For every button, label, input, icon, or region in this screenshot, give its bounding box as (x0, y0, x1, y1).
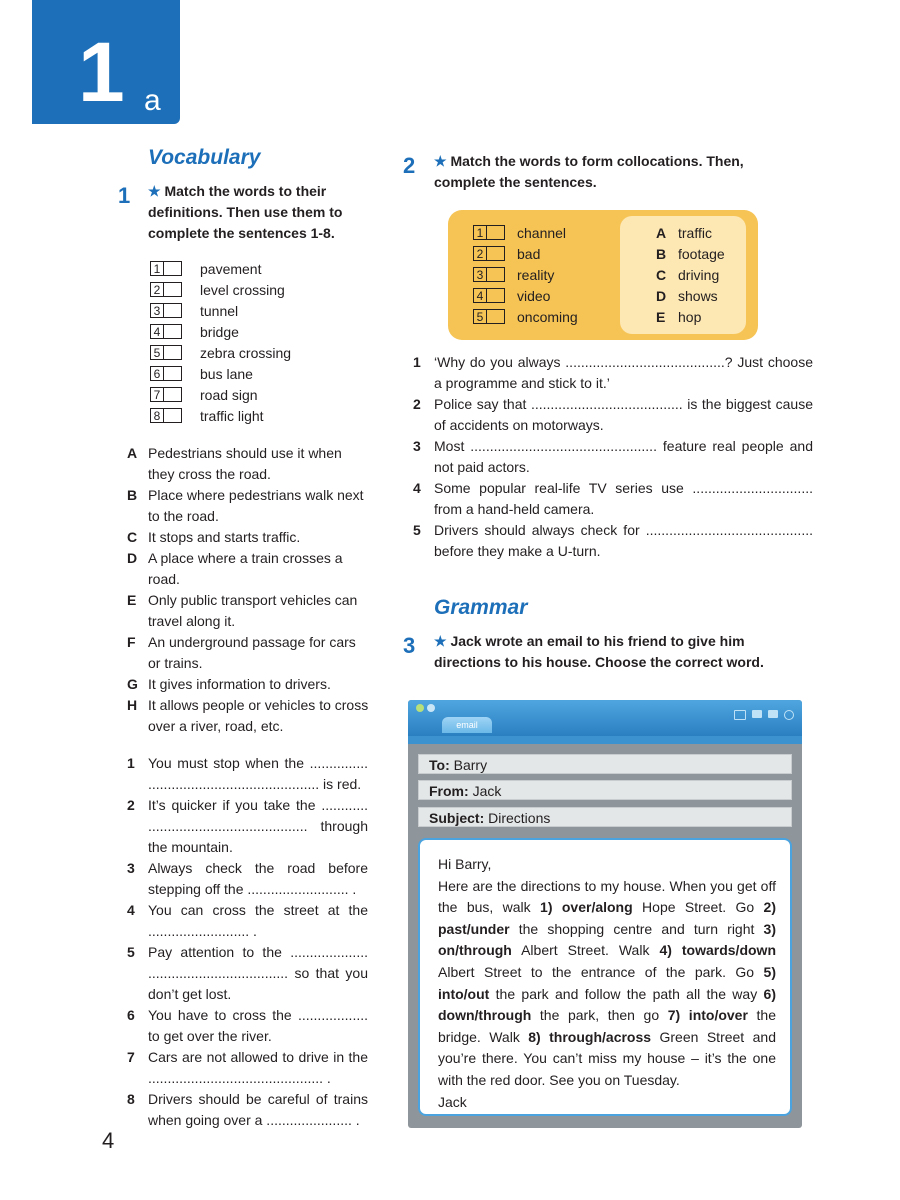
definitions-list (127, 443, 369, 737)
window-dot-icon (427, 704, 435, 712)
vocabulary-word-list (150, 258, 350, 426)
word: road sign (200, 386, 258, 403)
item-word: shows (678, 287, 718, 304)
answer-box[interactable] (487, 225, 505, 240)
word: bus lane (200, 365, 253, 382)
item-letter: D (656, 287, 667, 304)
sentence-text[interactable]: Some popular real-life TV series use ............................... from a hand-held camera. (434, 480, 813, 517)
sentence-number: 1 (413, 354, 421, 370)
from-value: Jack (472, 783, 502, 799)
star-icon: ★ (434, 633, 447, 649)
definition (127, 485, 369, 527)
definition-text: A place where a train crosses a road. (148, 550, 343, 587)
word-row (150, 384, 350, 405)
answer-box[interactable] (164, 303, 182, 318)
sentence-text[interactable]: Drivers should be careful of trains when going over a ...................... . (148, 1091, 368, 1128)
definition-text: Pedestrians should use it when they cross the road. (148, 445, 342, 482)
definition-letter: F (127, 634, 136, 650)
answer-box[interactable] (487, 288, 505, 303)
word-choice[interactable]: 8) through/across (528, 1028, 652, 1045)
word: level crossing (200, 281, 285, 298)
item-number: 4 (473, 288, 487, 303)
sentence (127, 942, 368, 1005)
word-number: 7 (150, 387, 164, 402)
item-word: oncoming (517, 308, 578, 325)
item-letter: C (656, 266, 667, 283)
collocation-right-item (656, 243, 746, 264)
exercise-3-instruction-text: Jack wrote an email to his friend to give him directions to his house. Choose the correct word. (434, 633, 764, 670)
email-from-field[interactable] (418, 780, 792, 800)
definition-text: Place where pedestrians walk next to the road. (148, 487, 364, 524)
item-word: driving (678, 266, 720, 283)
sentence (413, 520, 813, 562)
definition-text: Only public transport vehicles can travel along it. (148, 592, 358, 629)
email-text-segment: the park and follow the path all the way (489, 985, 764, 1002)
sentence-number: 5 (413, 522, 421, 538)
subject-label: Subject: (429, 810, 485, 826)
to-value: Barry (453, 757, 488, 773)
email-body-text (438, 876, 776, 1092)
sentence-number: 4 (127, 902, 135, 918)
word-number: 8 (150, 408, 164, 423)
answer-box[interactable] (164, 345, 182, 360)
subject-value: Directions (488, 810, 551, 826)
answer-box[interactable] (164, 408, 182, 423)
word-choice[interactable]: 4) towards/down (659, 942, 776, 959)
exercise-2-instruction (434, 151, 794, 193)
sentence-text[interactable]: It’s quicker if you take the ............ ......................................... through the mountain. (148, 797, 368, 855)
word-choice[interactable]: 7) into/over (667, 1007, 748, 1024)
collocation-left-item (473, 285, 613, 306)
word: pavement (200, 260, 262, 277)
definition (127, 548, 369, 590)
word-choice[interactable]: 1) over/along (540, 899, 633, 916)
word-number: 3 (150, 303, 164, 318)
email-subject-field[interactable] (418, 807, 792, 827)
collocation-left-item (473, 243, 613, 264)
sentence-text[interactable]: Always check the road before stepping off the .......................... . (148, 860, 368, 897)
sentence-number: 8 (127, 1091, 135, 1107)
definition (127, 590, 369, 632)
sentence-text[interactable]: Pay attention to the .................... .................................... so that you don’t get lost. (148, 944, 368, 1002)
definition-text: It gives information to drivers. (148, 676, 331, 692)
sentence (127, 795, 368, 858)
collocation-right-item (656, 306, 746, 327)
exercise-1-number: 1 (118, 183, 131, 208)
exercise-2-sentences (413, 352, 813, 562)
item-word: video (517, 287, 551, 304)
email-text-segment: Albert Street to the entrance of the park. Go (438, 963, 764, 980)
sentence-number: 1 (127, 755, 135, 771)
email-to-field[interactable] (418, 754, 792, 774)
sentence-text[interactable]: You can cross the street at the .......................... . (148, 902, 368, 939)
answer-box[interactable] (487, 267, 505, 282)
email-message-body[interactable] (418, 838, 792, 1116)
word-row (150, 321, 350, 342)
item-word: reality (517, 266, 555, 283)
close-icon[interactable] (784, 710, 794, 720)
definition-letter: H (127, 697, 138, 713)
window-control-icon[interactable] (734, 710, 746, 720)
answer-box[interactable] (164, 324, 182, 339)
word: zebra crossing (200, 344, 292, 361)
unit-letter: a (144, 84, 161, 117)
email-text-segment: Here are the directions to my house. When you get off the bus, walk (438, 877, 776, 916)
collocation-right-item (656, 285, 746, 306)
sentence (127, 900, 368, 942)
word-choice[interactable]: 3) on/through (438, 920, 776, 959)
window-control-icon[interactable] (768, 710, 778, 718)
item-word: footage (678, 245, 725, 262)
sentence (127, 1005, 368, 1047)
sentence (127, 858, 368, 900)
item-number: 3 (473, 267, 487, 282)
exercise-1-instruction-text: Match the words to their definitions. Then use them to complete the sentences 1-8. (148, 183, 343, 241)
definition-letter: A (127, 445, 138, 461)
word-row (150, 405, 350, 426)
definition-text: An underground passage for cars or trains. (148, 634, 356, 671)
definition-text: It stops and starts traffic. (148, 529, 301, 545)
item-letter: B (656, 245, 667, 262)
definition (127, 695, 369, 737)
sentence (413, 436, 813, 478)
word-number: 2 (150, 282, 164, 297)
sentence-text[interactable]: ‘Why do you always .........................................? Just choose a programme and stick to it.’ (434, 354, 813, 391)
collocation-left-item (473, 306, 613, 327)
word-row (150, 300, 350, 321)
sentence-text[interactable]: You have to cross the .................. to get over the river. (148, 1007, 368, 1044)
word-number: 4 (150, 324, 164, 339)
item-number: 1 (473, 225, 487, 240)
vocabulary-sentences (127, 753, 368, 1131)
definition-letter: D (127, 550, 138, 566)
definition (127, 527, 369, 548)
email-greeting: Hi Barry, (438, 856, 492, 872)
item-word: traffic (678, 224, 712, 241)
word-row (150, 342, 350, 363)
item-word: channel (517, 224, 567, 241)
definition-letter: B (127, 487, 138, 503)
item-letter: E (656, 308, 666, 325)
word-row (150, 258, 350, 279)
star-icon: ★ (434, 153, 447, 169)
collocation-left-item (473, 264, 613, 285)
sentence (413, 352, 813, 394)
sentence-text[interactable]: Police say that ....................................... is the biggest cause of accidents on motorways. (434, 396, 813, 433)
sentence-number: 2 (413, 396, 421, 412)
exercise-3-instruction (434, 631, 804, 673)
vocabulary-title: Vocabulary (148, 146, 261, 169)
email-text-segment: Green Street and you’re there. You can’t miss my house – it’s the one with the red door. See you on Tuesday. (438, 1028, 776, 1088)
sentence-number: 6 (127, 1007, 135, 1023)
sentence-number: 7 (127, 1049, 135, 1065)
email-signature: Jack (438, 1093, 467, 1110)
sentence-text[interactable]: Most ................................................ feature real people and not paid actors. (434, 438, 813, 475)
word: bridge (200, 323, 239, 340)
word: traffic light (200, 407, 264, 424)
item-word: bad (517, 245, 541, 262)
sentence-text[interactable]: Cars are not allowed to drive in the ............................................. . (148, 1049, 368, 1086)
unit-number: 1 (78, 25, 123, 119)
sentence-text[interactable]: You must stop when the ............... ............................................ is red. (148, 755, 368, 792)
collocation-left-list (473, 222, 613, 327)
to-label: To: (429, 757, 450, 773)
collocation-left-item (473, 222, 613, 243)
definition (127, 674, 369, 695)
email-text-segment: Albert Street. Walk (511, 942, 660, 959)
from-label: From: (429, 783, 469, 799)
item-number: 2 (473, 246, 487, 261)
answer-box[interactable] (164, 387, 182, 402)
word-number: 6 (150, 366, 164, 381)
definition (127, 443, 369, 485)
sentence-number: 3 (413, 438, 421, 454)
word-choice[interactable]: 6) down/through (438, 985, 776, 1024)
email-text-segment: the park, then go (531, 1007, 668, 1024)
word-row (150, 363, 350, 384)
answer-box[interactable] (487, 246, 505, 261)
answer-box[interactable] (164, 366, 182, 381)
sentence-number: 2 (127, 797, 135, 813)
exercise-2-instruction-text: Match the words to form collocations. Then, complete the sentences. (434, 153, 744, 190)
window-control-icon[interactable] (752, 710, 762, 718)
sentence (413, 478, 813, 520)
sentence (127, 753, 368, 795)
grammar-title: Grammar (434, 596, 528, 619)
sentence (413, 394, 813, 436)
star-icon: ★ (148, 183, 161, 199)
sentence (127, 1047, 368, 1089)
item-number: 5 (473, 309, 487, 324)
sentence-text[interactable]: Drivers should always check for ........................................... before they make a U-turn. (434, 522, 813, 559)
word: tunnel (200, 302, 239, 319)
word-choice[interactable]: 2) past/under (438, 899, 776, 937)
email-text-segment: the bridge. Walk (438, 1007, 776, 1045)
collocation-right-list (656, 222, 746, 327)
definition-letter: C (127, 529, 138, 545)
window-dot-icon (416, 704, 424, 712)
word-choice[interactable]: 5) into/out (438, 963, 776, 1002)
answer-box[interactable] (487, 309, 505, 324)
definition-letter: E (127, 592, 137, 608)
sentence-number: 4 (413, 480, 421, 496)
answer-box[interactable] (164, 282, 182, 297)
definition-text: It allows people or vehicles to cross over a river, road, etc. (148, 697, 369, 734)
answer-box[interactable] (164, 261, 182, 276)
word-number: 5 (150, 345, 164, 360)
collocation-right-item (656, 264, 746, 285)
email-toolbar-strip (408, 736, 802, 744)
definition (127, 632, 369, 674)
exercise-3-number: 3 (403, 633, 416, 658)
sentence-number: 3 (127, 860, 135, 876)
item-letter: A (656, 224, 667, 241)
email-tab[interactable]: email (442, 717, 492, 733)
item-word: hop (678, 308, 702, 325)
sentence-number: 5 (127, 944, 135, 960)
email-text-segment: Hope Street. Go (632, 899, 764, 916)
collocation-right-item (656, 222, 746, 243)
exercise-1-instruction (148, 181, 368, 244)
definition-letter: G (127, 676, 138, 692)
page-number: 4 (102, 1128, 115, 1153)
sentence (127, 1089, 368, 1131)
word-row (150, 279, 350, 300)
exercise-2-number: 2 (403, 153, 416, 178)
word-number: 1 (150, 261, 164, 276)
email-text-segment: the shopping centre and turn right (509, 920, 764, 937)
